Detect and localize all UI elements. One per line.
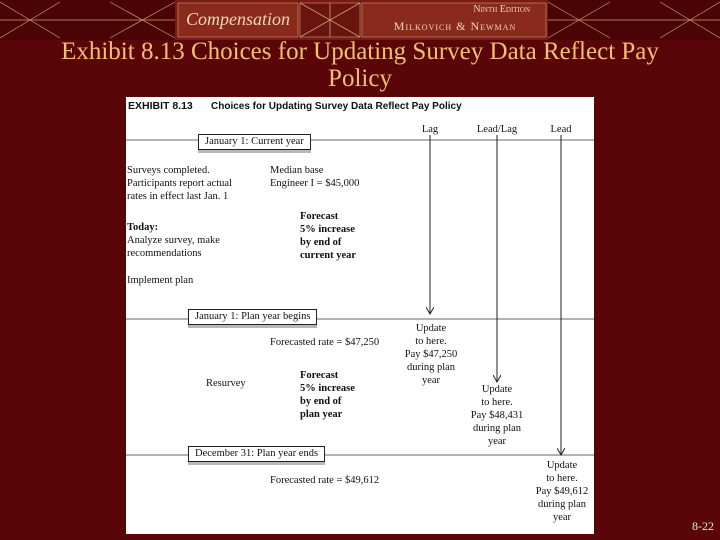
leadlag-update-text: Update to here. Pay $48,431 during plan year — [470, 384, 524, 447]
lag-update-text: Update to here. Pay $47,250 during plan year — [404, 323, 458, 386]
forecast-plan-year: Forecast 5% increase by end of plan year — [300, 370, 355, 420]
jan1-current-box: January 1: Current year — [198, 134, 311, 150]
exhibit-number: EXHIBIT 8.13 — [128, 100, 193, 112]
median-base-text: Median base Engineer I = $45,000 — [270, 165, 360, 189]
implement-plan-text: Implement plan — [127, 275, 194, 286]
exhibit-caption: Choices for Updating Survey Data Reflect Pay Policy — [211, 101, 462, 112]
resurvey-text: Resurvey — [206, 378, 246, 389]
column-lead: Lead — [550, 124, 572, 135]
forecasted-rate-2: Forecasted rate = $49,612 — [270, 475, 380, 486]
slide-title: Exhibit 8.13 Choices for Updating Survey Data Reflect Pay Policy — [61, 38, 659, 92]
banner-graphic — [0, 0, 720, 40]
today-text: Analyze survey, make recommendations — [127, 235, 220, 259]
column-lag: Lag — [421, 124, 439, 135]
forecasted-rate-1: Forecasted rate = $47,250 — [270, 337, 380, 348]
exhibit-figure — [126, 97, 594, 534]
surveys-completed-text: Surveys completed. Participants report actual rates in effect last Jan. 1 — [127, 165, 232, 202]
column-leadlag: Lead/Lag — [476, 124, 518, 135]
jan1-plan-box: January 1: Plan year begins — [188, 309, 317, 325]
book-title: Compensation — [186, 9, 291, 29]
book-banner — [0, 0, 720, 40]
today-label: Today: — [127, 222, 159, 233]
page-number: 8-22 — [692, 519, 714, 533]
forecast-current-year: Forecast 5% increase by end of current year — [300, 211, 357, 261]
lead-update-text: Update to here. Pay $49,612 during plan year — [535, 460, 589, 523]
dec31-box: December 31: Plan year ends — [188, 446, 325, 462]
edition-label: Ninth Edition — [473, 4, 530, 15]
authors-label: Milkovich & Newman — [393, 19, 517, 33]
